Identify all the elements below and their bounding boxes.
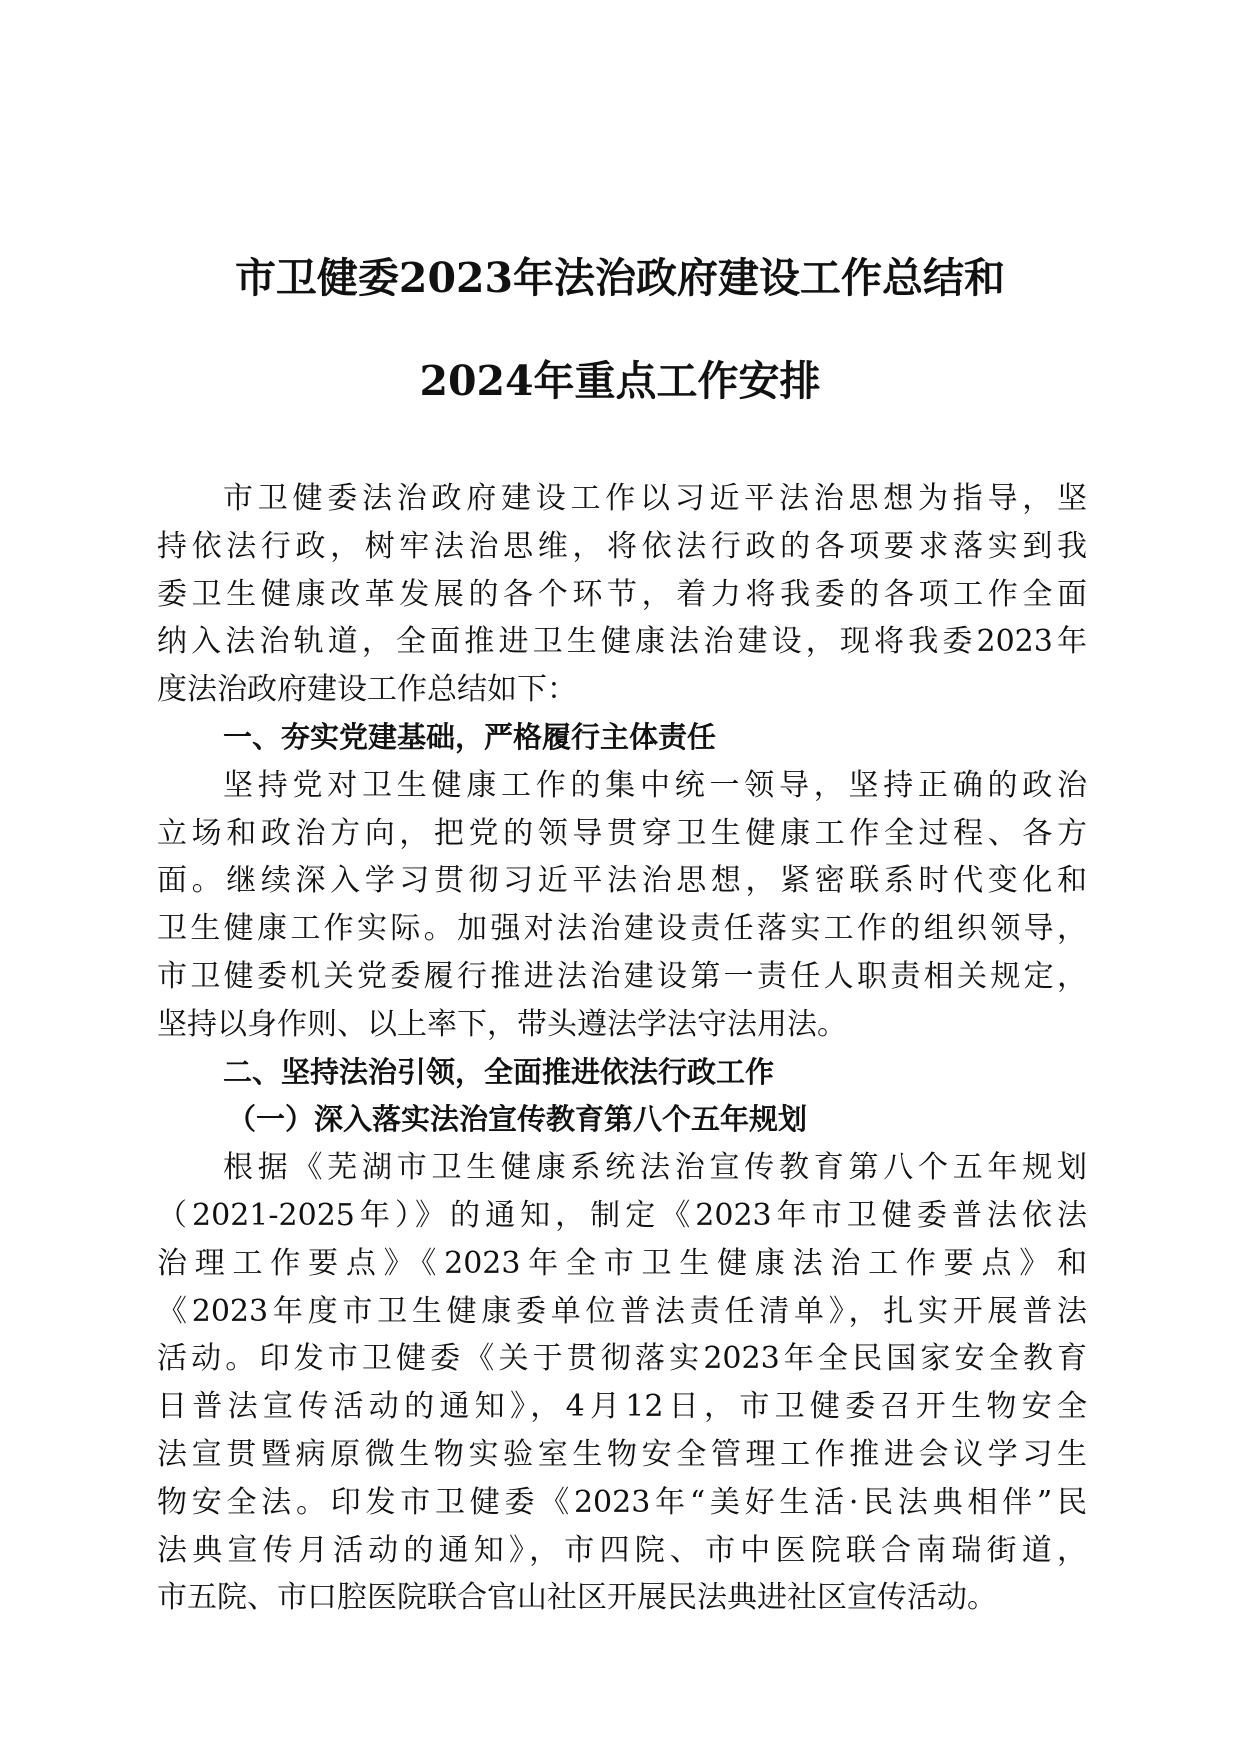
body-line: 纳入法治轨道，全面推进卫生健康法治建设，现将我委2023年 [157,624,1087,660]
body-line: 面。继续深入学习贯彻习近平法治思想，紧密联系时代变化和 [157,863,1087,899]
body-line: 市五院、市口腔医院联合官山社区开展民法典进社区宣传活动。 [157,1580,997,1616]
section-1-paragraph [157,762,1087,1049]
body-line: 度法治政府建设工作总结如下： [157,672,577,708]
document-body [157,475,1087,1622]
title-line-1: 市卫健委2023年法治政府建设工作总结和 [234,254,1006,302]
title-line-2: 2024年重点工作安排 [419,357,821,405]
body-line: 法典宣传月活动的通知》，市四院、市中医院联合南瑞街道， [157,1532,1087,1568]
subsection-1-heading: （一）深入落实法治宣传教育第八个五年规划 [227,1102,808,1137]
body-line: 根据《芜湖市卫生健康系统法治宣传教育第八个五年规划 [223,1150,1087,1186]
body-line: 日普法宣传活动的通知》，4月12日，市卫健委召开生物安全 [157,1389,1087,1425]
section-1-heading: 一、夯实党建基础，严格履行主体责任 [223,719,717,754]
body-line: 立场和政治方向，把党的领导贯穿卫生健康工作全过程、各方 [157,815,1087,851]
body-line: 卫生健康工作实际。加强对法治建设责任落实工作的组织领导， [157,911,1087,947]
body-line: 《2023年度市卫生健康委单位普法责任清单》，扎实开展普法 [157,1293,1087,1329]
body-line: 委卫生健康改革发展的各个环节，着力将我委的各项工作全面 [157,576,1087,612]
intro-paragraph [157,475,1087,714]
subsection-1-paragraph [157,1144,1087,1622]
body-line: 活动。印发市卫健委《关于贯彻落实2023年全民国家安全教育 [157,1341,1087,1377]
document-title [0,252,1240,407]
body-line: 坚持党对卫生健康工作的集中统一领导，坚持正确的政治 [223,767,1087,803]
body-line: 法宣贯暨病原微生物实验室生物安全管理工作推进会议学习生 [157,1436,1087,1472]
body-line: 市卫健委机关党委履行推进法治建设第一责任人职责相关规定， [157,958,1087,994]
body-line: 物安全法。印发市卫健委《2023年“美好生活·民法典相伴”民 [157,1484,1087,1520]
section-2-heading: 二、坚持法治引领，全面推进依法行政工作 [223,1054,775,1089]
body-line: 治理工作要点》《2023年全市卫生健康法治工作要点》和 [157,1245,1087,1281]
body-line: 持依法行政，树牢法治思维，将依法行政的各项要求落实到我 [157,528,1087,564]
body-line: 市卫健委法治政府建设工作以习近平法治思想为指导，坚 [223,481,1087,516]
body-line: 坚持以身作则、以上率下，带头遵法学法守法用法。 [157,1006,847,1042]
body-line: （2021-2025年）》的通知，制定《2023年市卫健委普法依法 [157,1197,1087,1233]
